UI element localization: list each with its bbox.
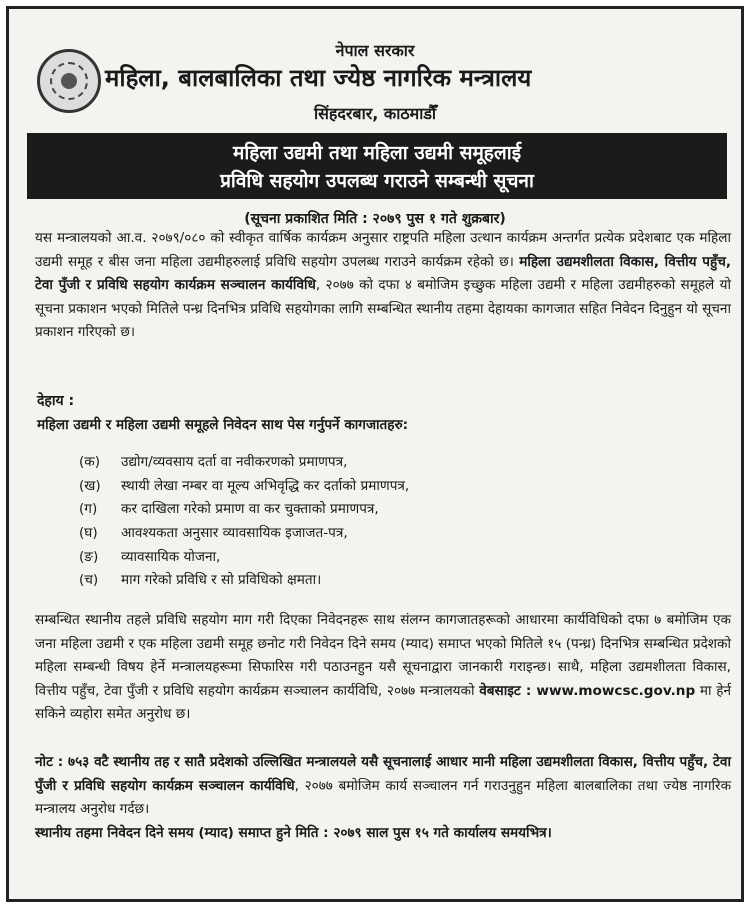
intro-procedure-name: महिला उद्यमशीलता विकास, वित्तीय पहुँच, टेवा पुँजी र प्रविधि सहयोग कार्यक्रम सञ्चालन कार्यविधि bbox=[35, 253, 731, 293]
notice-title-line-2: प्रविधि सहयोग उपलब्ध गराउने सम्बन्धी सूचना bbox=[220, 170, 534, 192]
list-item bbox=[79, 451, 719, 475]
list-item bbox=[79, 522, 719, 546]
emblem-core bbox=[61, 73, 77, 89]
list-item-marker: (घ) bbox=[79, 525, 98, 542]
notice-title-line-1: महिला उद्यमी तथा महिला उद्यमी समूहलाई bbox=[232, 142, 522, 164]
list-item bbox=[79, 475, 719, 499]
notice-title-banner bbox=[27, 133, 727, 199]
intro-text-2: , २०७७ को दफा ४ बमोजिम इच्छुक महिला उद्यमी र महिला उद्यमीहरुको समूहले यो सूचना प्रकाशन भएको मितिले पन्ध्र दिनभित्र प्रविधि सहयोगका लागि सम्बन्धित स्थानीय तहमा देहायका कागजात सहित निवेदन दिनुहुन यो सूचना प्रकाशन गरिएको छ। bbox=[35, 277, 731, 340]
note-label: नोट : bbox=[35, 754, 64, 770]
deadline-text: स्थानीय तहमा निवेदन दिने समय (म्याद) समाप्त हुने मिति : २०७९ साल पुस १५ गते कार्यालय समयभित्र। bbox=[35, 824, 552, 841]
publish-date: (सूचना प्रकाशित मिति : २०७९ पुस १ गते शुक्रबार) bbox=[244, 211, 506, 227]
list-item-marker: (च) bbox=[79, 572, 99, 589]
requirements-subheading: महिला उद्यमी र महिला उद्यमी समूहले निवेदन साथ पेस गर्नुपर्ने कागजातहरु: bbox=[37, 417, 409, 433]
list-item-text: आवश्यकता अनुसार व्यावसायिक इजाजत-पत्र, bbox=[121, 525, 348, 542]
followup-paragraph bbox=[35, 609, 731, 727]
list-item bbox=[79, 546, 719, 570]
list-item bbox=[79, 498, 719, 522]
website-link[interactable]: वेबसाइट : www.mowcsc.gov.np bbox=[479, 682, 696, 699]
ministry-name: महिला, बालबालिका तथा ज्येष्ठ नागरिक मन्त्रालय bbox=[105, 64, 532, 92]
list-item-marker: (ङ) bbox=[79, 548, 99, 565]
intro-paragraph bbox=[35, 227, 731, 345]
list-item-text: स्थायी लेखा नम्बर वा मूल्य अभिवृद्धि कर दर्ताको प्रमाणपत्र, bbox=[121, 477, 410, 494]
list-item-text: उद्योग/व्यवसाय दर्ता वा नवीकरणको प्रमाणपत्र, bbox=[121, 454, 348, 470]
requirements-heading: देहाय : bbox=[37, 393, 75, 409]
notice-header bbox=[9, 9, 741, 129]
requirements-list bbox=[79, 451, 719, 593]
list-item-text: व्यावसायिक योजना, bbox=[121, 548, 221, 565]
notice-paper bbox=[6, 6, 744, 902]
note-paragraph bbox=[35, 751, 731, 845]
list-item bbox=[79, 569, 719, 593]
followup-text-2: मा हेर्न सकिने व्यहोरा समेत अनुरोध छ। bbox=[35, 682, 731, 722]
followup-text: सम्बन्धित स्थानीय तहले प्रविधि सहयोग माग गरी दिएका निवेदनहरू साथ संलग्न कागजातहरूको आधारमा कार्यविधिको दफा ७ बमोजिम एक जना महिला उद्यमी र एक महिला उद्यमी समूह छनोट गरी निवेदन दिने समय (म्याद) समाप्त भएको मितिले १५ (पन्ध्र) दिनभित्र सम्बन्धित प्रदेशको महिला सम्बन्धी विषय हेर्ने मन्त्रालयहरूमा सिफारिस गरी पठाउनहुन यसै सूचनाद्वारा जानकारी गराइन्छ। साथै, महिला उद्यमशीलता विकास, वित्तीय पहुँच, टेवा पुँजी र प्रविधि सहयोग कार्यक्रम सञ्चालन कार्यविधि, २०७७ मन्त्रालयको bbox=[35, 612, 731, 699]
list-item-marker: (ख) bbox=[79, 477, 101, 494]
list-item-marker: (क) bbox=[79, 454, 101, 470]
emblem-ring bbox=[50, 62, 88, 100]
note-text: , २०७७ बमोजिम कार्य सञ्चालन गर्न गराउनुहुन महिला बालबालिका तथा ज्येष्ठ नागरिक मन्त्रालय अनुरोध गर्दछ। bbox=[35, 777, 732, 817]
government-name: नेपाल सरकार bbox=[335, 41, 415, 60]
list-item-marker: (ग) bbox=[79, 501, 98, 518]
ministry-address: सिंहदरबार, काठमाडौँ bbox=[313, 104, 437, 123]
list-item-text: माग गरेको प्रविधि र सो प्रविधिको क्षमता। bbox=[121, 572, 322, 589]
list-item-text: कर दाखिला गरेको प्रमाण वा कर चुक्ताको प्रमाणपत्र, bbox=[121, 501, 379, 518]
intro-text-1: यस मन्त्रालयको आ.व. २०७९/०८० को स्वीकृत वार्षिक कार्यक्रम अनुसार राष्ट्रपति महिला उत्थान कार्यक्रम अन्तर्गत प्रत्येक प्रदेशबाट एक महिला उद्यमी समूह र बीस जना महिला उद्यमीहरुलाई प्रविधि सहयोग उपलब्ध गराउने कार्यक्रम रहेको छ। bbox=[35, 230, 731, 270]
note-bold-text: ७५३ वटै स्थानीय तह र सातै प्रदेशको उल्लिखित मन्त्रालयले यसै सूचनालाई आधार मानी महिला उद्यमशीलता विकास, वित्तीय पहुँच, टेवा पुँजी र प्रविधि सहयोग कार्यक्रम सञ्चालन कार्यविधि bbox=[35, 754, 731, 794]
